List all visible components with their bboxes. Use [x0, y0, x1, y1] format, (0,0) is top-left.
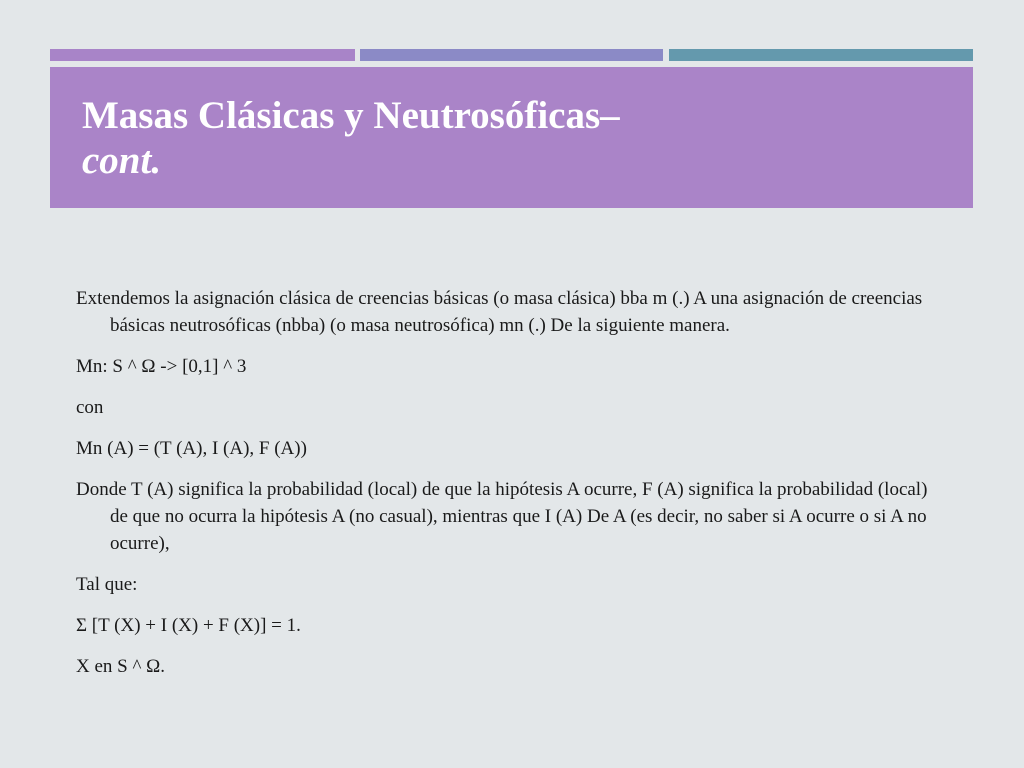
slide-body	[76, 285, 946, 694]
slide-title-line2: cont.	[82, 139, 162, 182]
body-paragraph-con: con	[76, 397, 104, 418]
accent-stripe-2	[360, 49, 663, 61]
body-paragraph-explanation: Donde T (A) significa la probabilidad (local) de que la hipótesis A ocurre, F (A) significa la probabilidad (local) de que no ocurra la hipótesis A (no casual), mientras que I (A) De A (es decir, no saber si A ocurre o si A no ocurre),	[76, 479, 928, 554]
body-paragraph-tal-que: Tal que:	[76, 574, 138, 595]
slide-title-line1: Masas Clásicas y Neutrosóficas–	[82, 94, 620, 137]
body-paragraph-mapping: Mn: S ^ Ω -> [0,1] ^ 3	[76, 356, 247, 377]
accent-stripe-1	[50, 49, 355, 61]
accent-stripe-3	[669, 49, 973, 61]
body-paragraph-definition: Mn (A) = (T (A), I (A), F (A))	[76, 438, 307, 459]
slide-title	[82, 93, 620, 183]
body-paragraph-domain: X en S ^ Ω.	[76, 656, 166, 677]
body-paragraph-intro: Extendemos la asignación clásica de creencias básicas (o masa clásica) bba m (.) A una asignación de creencias básicas neutrosóficas (nbba) (o masa neutrosófica) mn (.) De la siguiente manera.	[76, 288, 923, 336]
body-paragraph-sum: Σ [T (X) + I (X) + F (X)] = 1.	[76, 615, 301, 636]
title-band	[50, 67, 973, 208]
